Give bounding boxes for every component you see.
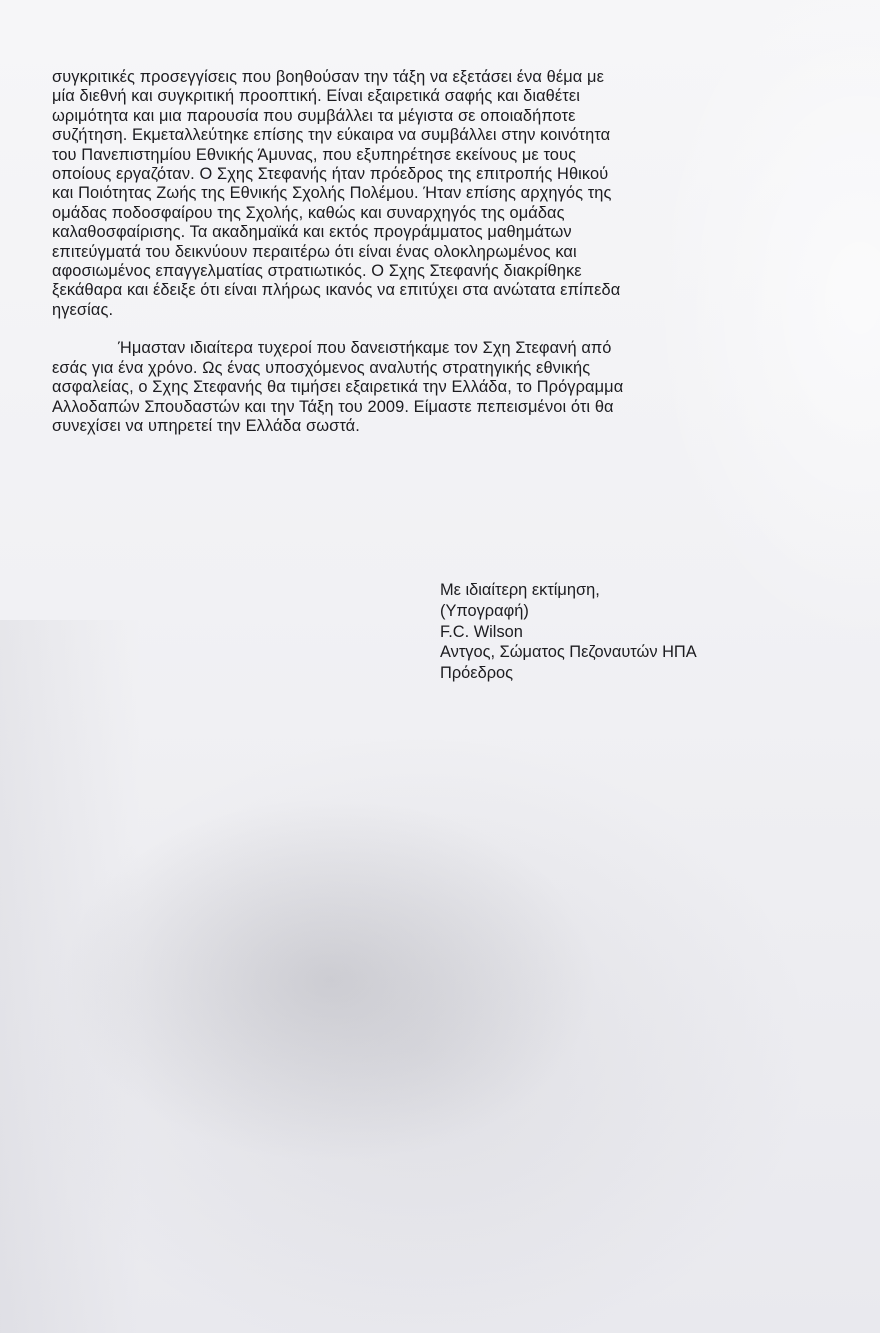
signature-block bbox=[440, 580, 697, 684]
text-line: συζήτηση. Εκμεταλλεύτηκε επίσης την εύκαιρα να συμβάλλει στην κοινότητα bbox=[52, 126, 611, 145]
text-line: ομάδας ποδοσφαίρου της Σχολής, καθώς και συναρχηγός της ομάδας bbox=[52, 203, 565, 222]
text-line: ασφαλείας, ο Σχης Στεφανής θα τιμήσει εξαιρετικά την Ελλάδα, το Πρόγραμμα bbox=[52, 378, 624, 397]
text-line: οποίους εργαζόταν. Ο Σχης Στεφανής ήταν πρόεδρος της επιτροπής Ηθικού bbox=[52, 165, 609, 184]
text-line: εσάς για ένα χρόνο. Ως ένας υποσχόμενος αναλυτής στρατηγικής εθνικής bbox=[52, 358, 591, 377]
text-line: καλαθοσφαίρισης. Τα ακαδημαϊκά και εκτός προγράμματος μαθημάτων bbox=[52, 223, 572, 242]
text-line: ωριμότητα και μια παρουσία που συμβάλλει τα μέγιστα σε οποιαδήποτε bbox=[52, 106, 576, 125]
text-line: αφοσιωμένος επαγγελματίας στρατιωτικός. Ο Σχης Στεφανής διακρίθηκε bbox=[52, 262, 582, 281]
paragraph-1 bbox=[52, 68, 772, 320]
text-line: συγκριτικές προσεγγίσεις που βοηθούσαν την τάξη να εξετάσει ένα θέμα με bbox=[52, 68, 604, 86]
text-line: του Πανεπιστημίου Εθνικής Άμυνας, που εξυπηρέτησε εκείνους με τους bbox=[52, 145, 577, 164]
text-line: συνεχίσει να υπηρετεί την Ελλάδα σωστά. bbox=[52, 416, 360, 435]
signature-note: (Υπογραφή) bbox=[440, 601, 529, 620]
signatory-title: Πρόεδρος bbox=[440, 664, 514, 683]
text-line: μία διεθνή και συγκριτική προοπτική. Είναι εξαιρετικά σαφής και διαθέτει bbox=[52, 87, 581, 106]
paragraph-2 bbox=[52, 339, 772, 436]
text-line: Ήμασταν ιδιαίτερα τυχεροί που δανειστήκαμε τον Σχη Στεφανή από bbox=[118, 339, 612, 358]
signatory-name: F.C. Wilson bbox=[440, 622, 523, 641]
text-line: και Ποιότητας Ζωής της Εθνικής Σχολής Πολέμου. Ήταν επίσης αρχηγός της bbox=[52, 184, 612, 203]
signatory-rank: Αντγος, Σώματος Πεζοναυτών ΗΠΑ bbox=[440, 643, 697, 662]
page-shadow bbox=[0, 620, 140, 1333]
text-line: ηγεσίας. bbox=[52, 300, 114, 319]
closing-line: Με ιδιαίτερη εκτίμηση, bbox=[440, 581, 600, 599]
letter-body bbox=[52, 68, 772, 436]
text-line: επιτεύγματά του δεικνύουν περαιτέρω ότι είναι ένας ολοκληρωμένος και bbox=[52, 242, 577, 261]
text-line: ξεκάθαρα και έδειξε ότι είναι πλήρως ικανός να επιτύχει στα ανώτατα επίπεδα bbox=[52, 281, 621, 300]
text-line: Αλλοδαπών Σπουδαστών και την Τάξη του 2009. Είμαστε πεπεισμένοι ότι θα bbox=[52, 397, 614, 416]
paragraph-spacer bbox=[52, 320, 772, 339]
